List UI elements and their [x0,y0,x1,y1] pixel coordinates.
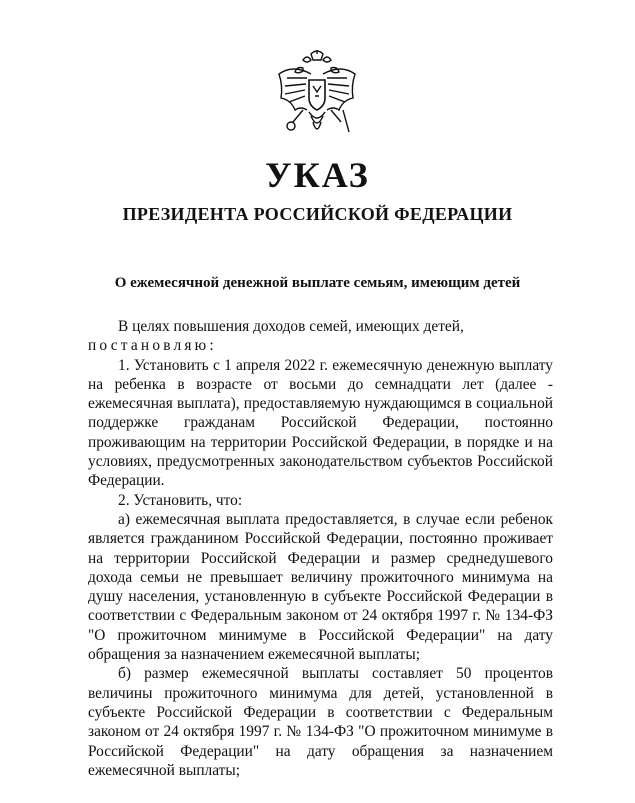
decree-heading: О ежемесячной денежной выплате семьям, имеющим детей [114,275,521,291]
decree-word: постановляю: [88,337,217,355]
document-subtitle: ПРЕЗИДЕНТА РОССИЙСКОЙ ФЕДЕРАЦИИ [122,204,513,224]
document-title: УКАЗ [265,155,370,195]
paragraph-2a: а) ежемесячная выплата предоставляется, в случае если ребенок является гражданином Российской Федерации, постоянно проживает на территории Российской Федерации и размер среднедушевого дохода семьи не превышает величину прожиточного минимума на душу населения, установленную в субъекте Российской Федерации в соответствии с Федеральным законом от 24 октября 1997 г. № 134-ФЗ "О прожиточном минимуме в Российской Федерации" на дату обращения за назначением ежемесячной выплаты; [88,510,553,664]
preamble: В целях повышения доходов семей, имеющих детей, [118,318,464,335]
paragraph-2: 2. Установить, что: [118,491,243,509]
decree-body [88,317,553,780]
paragraph-1: 1. Установить с 1 апреля 2022 г. ежемесячную денежную выплату на ребенка в возрасте от восьми до семнадцати лет (далее - ежемесячная выплата), предоставляемую нуждающимся в социальной поддержке гражданам Российской Федерации, постоянно проживающим на территории Российской Федерации, в порядке и на условиях, предусмотренных законодательством субъектов Российской Федерации. [88,356,553,490]
paragraph-2b: б) размер ежемесячной выплаты составляет 50 процентов величины прожиточного минимума для детей, установленной в субъекте Российской Федерации в соответствии с Федеральным законом от 24 октября 1997 г. № 134-ФЗ "О прожиточном минимуме в Российской Федерации" на дату обращения за назначением ежемесячной выплаты; [88,665,553,779]
coat-of-arms-icon [273,50,361,145]
